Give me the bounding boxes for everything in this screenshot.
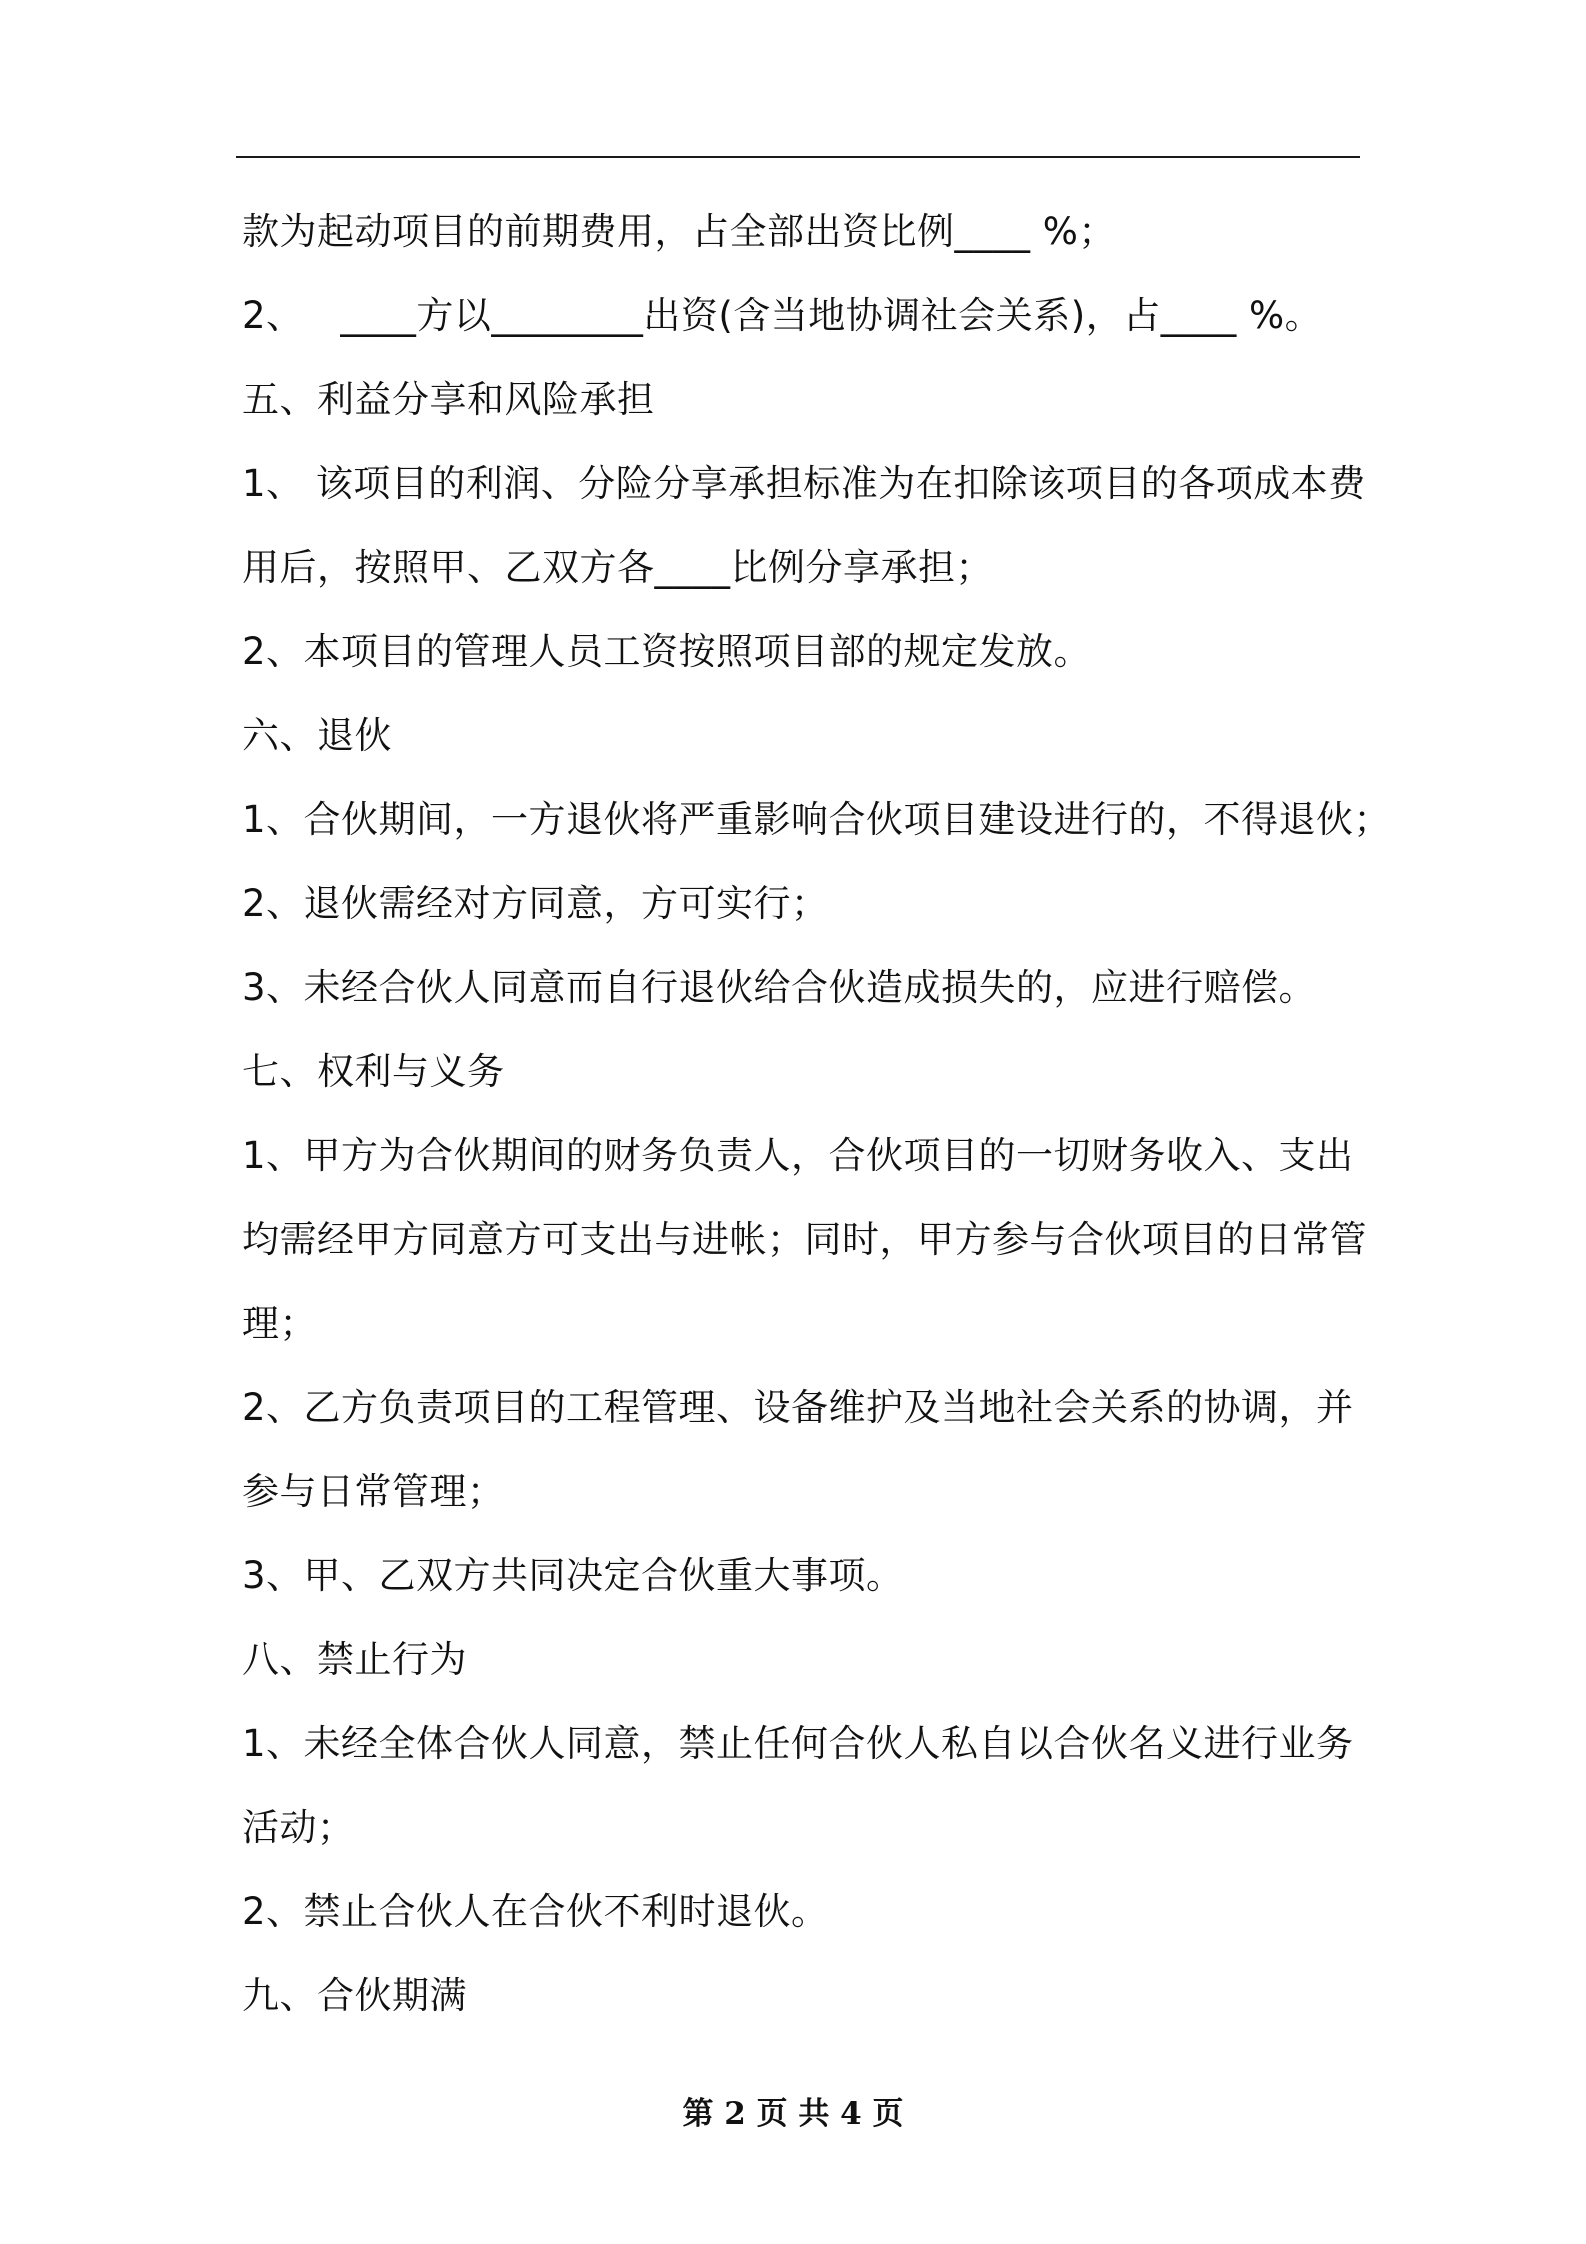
section-heading-9: 九、合伙期满	[242, 1974, 467, 2017]
text-line-9: 2、退伙需经对方同意，方可实行；	[242, 882, 829, 925]
text-line-14: 理；	[242, 1302, 317, 1345]
text-line-4: 1、 该项目的利润、分险分享承担标准为在扣除该项目的各项成本费	[242, 462, 1366, 505]
text-line-21: 2、禁止合伙人在合伙不利时退伙。	[242, 1890, 829, 1933]
document-body	[242, 190, 1392, 2038]
section-heading-7: 七、权利与义务	[242, 1050, 505, 1093]
header-rule	[236, 156, 1360, 158]
text-line-2: 2、 ____方以________出资(含当地协调社会关系)，占____ %。	[242, 294, 1323, 337]
text-line-6: 2、本项目的管理人员工资按照项目部的规定发放。	[242, 630, 1092, 673]
text-line-15: 2、乙方负责项目的工程管理、设备维护及当地社会关系的协调，并	[242, 1386, 1354, 1429]
section-heading-6: 六、退伙	[242, 714, 392, 757]
page-number-footer: 第 2 页 共 4 页	[682, 2096, 904, 2132]
text-line-8: 1、合伙期间，一方退伙将严重影响合伙项目建设进行的，不得退伙；	[242, 798, 1392, 841]
text-line-20: 活动；	[242, 1806, 355, 1849]
text-line-19: 1、未经全体合伙人同意，禁止任何合伙人私自以合伙名义进行业务	[242, 1722, 1354, 1765]
text-line-16: 参与日常管理；	[242, 1470, 505, 1513]
section-heading-5: 五、利益分享和风险承担	[242, 378, 655, 421]
text-line-10: 3、未经合伙人同意而自行退伙给合伙造成损失的，应进行赔偿。	[242, 966, 1317, 1009]
section-heading-8: 八、禁止行为	[242, 1638, 467, 1681]
text-line-17: 3、甲、乙双方共同决定合伙重大事项。	[242, 1554, 904, 1597]
text-line-5: 用后，按照甲、乙双方各____比例分享承担；	[242, 546, 993, 589]
text-line-1: 款为起动项目的前期费用，占全部出资比例____ %；	[242, 210, 1116, 253]
text-line-12: 1、甲方为合伙期间的财务负责人，合伙项目的一切财务收入、支出	[242, 1134, 1354, 1177]
text-line-13: 均需经甲方同意方可支出与进帐；同时，甲方参与合伙项目的日常管	[242, 1218, 1367, 1261]
